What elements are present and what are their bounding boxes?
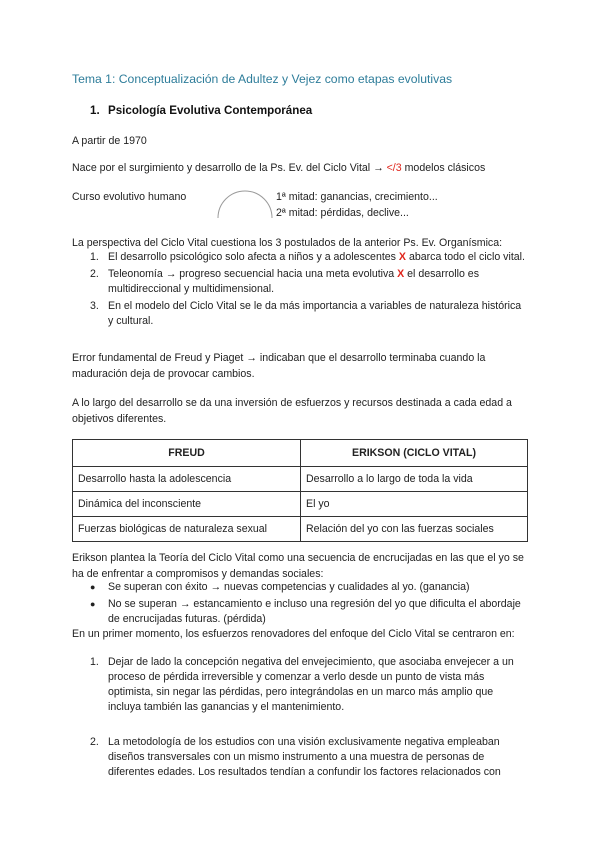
red-x: X [397,268,405,280]
paragraph-error: Error fundamental de Freud y Piaget → indicaban que el desarrollo terminaba cuando la maduración deja de provocar cambios. [72,352,486,380]
table-cell: Relación del yo con las fuerzas sociales [301,517,528,542]
final-list [72,655,528,782]
erikson-intro: Erikson plantea la Teoría del Ciclo Vital como una secuencia de encrucijadas en las que el yo se ha de enfrentar a compromisos y demandas sociales: [72,552,524,580]
bullet-icon: ● [90,582,96,592]
table-cell: Desarrollo a lo largo de toda la vida [301,467,528,492]
paragraph-since: A partir de 1970 [72,135,147,147]
paragraph-largo: A lo largo del desarrollo se da una inversión de esfuerzos y recursos destinada a cada edad a objetivos diferentes. [72,397,512,425]
curso-label: Curso evolutivo humano [72,191,187,203]
table-cell: Desarrollo hasta la adolescencia [73,467,301,492]
comparison-table [72,439,528,542]
broken-heart-text: </3 [386,162,402,174]
item-text: Dejar de lado la concepción negativa del envejecimiento, que asociaba envejecer a un proceso de pérdida irreversible y comenzar a verlo desde un punto de vista más optimista, sin negar las pérdidas, pero integrándolas en un marco más amplio que incluya también las ganancias y el mantenimiento. [108,656,514,713]
perspectiva-intro: La perspectiva del Ciclo Vital cuestiona los 3 postulados de la anterior Ps. Ev. Organísmica: [72,237,503,249]
bullet-icon: ● [90,599,96,609]
section-heading [90,104,312,117]
table-cell: El yo [301,492,528,517]
perspectiva-list [72,250,528,331]
bullet-text: Se superan con éxito → nuevas competencias y cualidades al yo. (ganancia) [108,581,470,593]
header-erikson: ERIKSON (CICLO VITAL) [301,440,528,467]
list-item [72,299,528,329]
list-item [72,655,528,715]
item-text: La metodología de los estudios con una visión exclusivamente negativa empleaban diseños transversales con un mismo instrumento a una muestra de personas de diferentes edades. Los resultados tendían a confundir los factores relacionados con [108,736,501,778]
list-item [72,580,528,595]
curso-line-1: 1ª mitad: ganancias, crecimiento... [276,191,438,203]
red-x: X [398,251,406,263]
item-text: Teleonomía → progreso secuencial hacia una meta evolutiva [108,268,398,280]
item-text-tail: el desarrollo es multidireccional y multidimensional. [108,268,480,295]
table-row [73,517,528,542]
item-number: 3. [90,300,99,312]
erikson-bullets [72,580,528,629]
table-row [73,492,528,517]
item-number: 1. [90,251,99,263]
list-item [72,267,528,297]
nace-tail: modelos clásicos [401,162,486,174]
curso-line-2: 2ª mitad: pérdidas, declive... [276,207,409,219]
item-number: 1. [90,656,99,668]
nace-text: Nace por el surgimiento y desarrollo de la Ps. Ev. del Ciclo Vital → [72,162,387,174]
bullet-text: No se superan → estancamiento e incluso una regresión del yo que dificulta el abordaje de encrucijadas futuras. (pérdida) [108,598,521,625]
header-freud: FREUD [73,440,301,467]
section-number: 1. [90,104,100,117]
list-item [72,597,528,627]
table-header-row [73,440,528,467]
paragraph-nace [72,160,485,176]
document-title: Tema 1: Conceptualización de Adultez y Vejez como etapas evolutivas [72,72,453,86]
item-number: 2. [90,268,99,280]
item-text: El desarrollo psicológico solo afecta a niños y a adolescentes [108,251,399,263]
item-number: 2. [90,736,99,748]
section-label: Psicología Evolutiva Contemporánea [108,104,313,117]
table-row [73,467,528,492]
list-item [72,250,528,265]
item-text: En el modelo del Ciclo Vital se le da más importancia a variables de naturaleza histórica y cultural. [108,300,522,327]
list-item [72,735,528,780]
paragraph-momento: En un primer momento, los esfuerzos renovadores del enfoque del Ciclo Vital se centraron en: [72,628,515,640]
item-text-tail: abarca todo el ciclo vital. [406,251,525,263]
table-cell: Dinámica del inconsciente [73,492,301,517]
table-cell: Fuerzas biológicas de naturaleza sexual [73,517,301,542]
